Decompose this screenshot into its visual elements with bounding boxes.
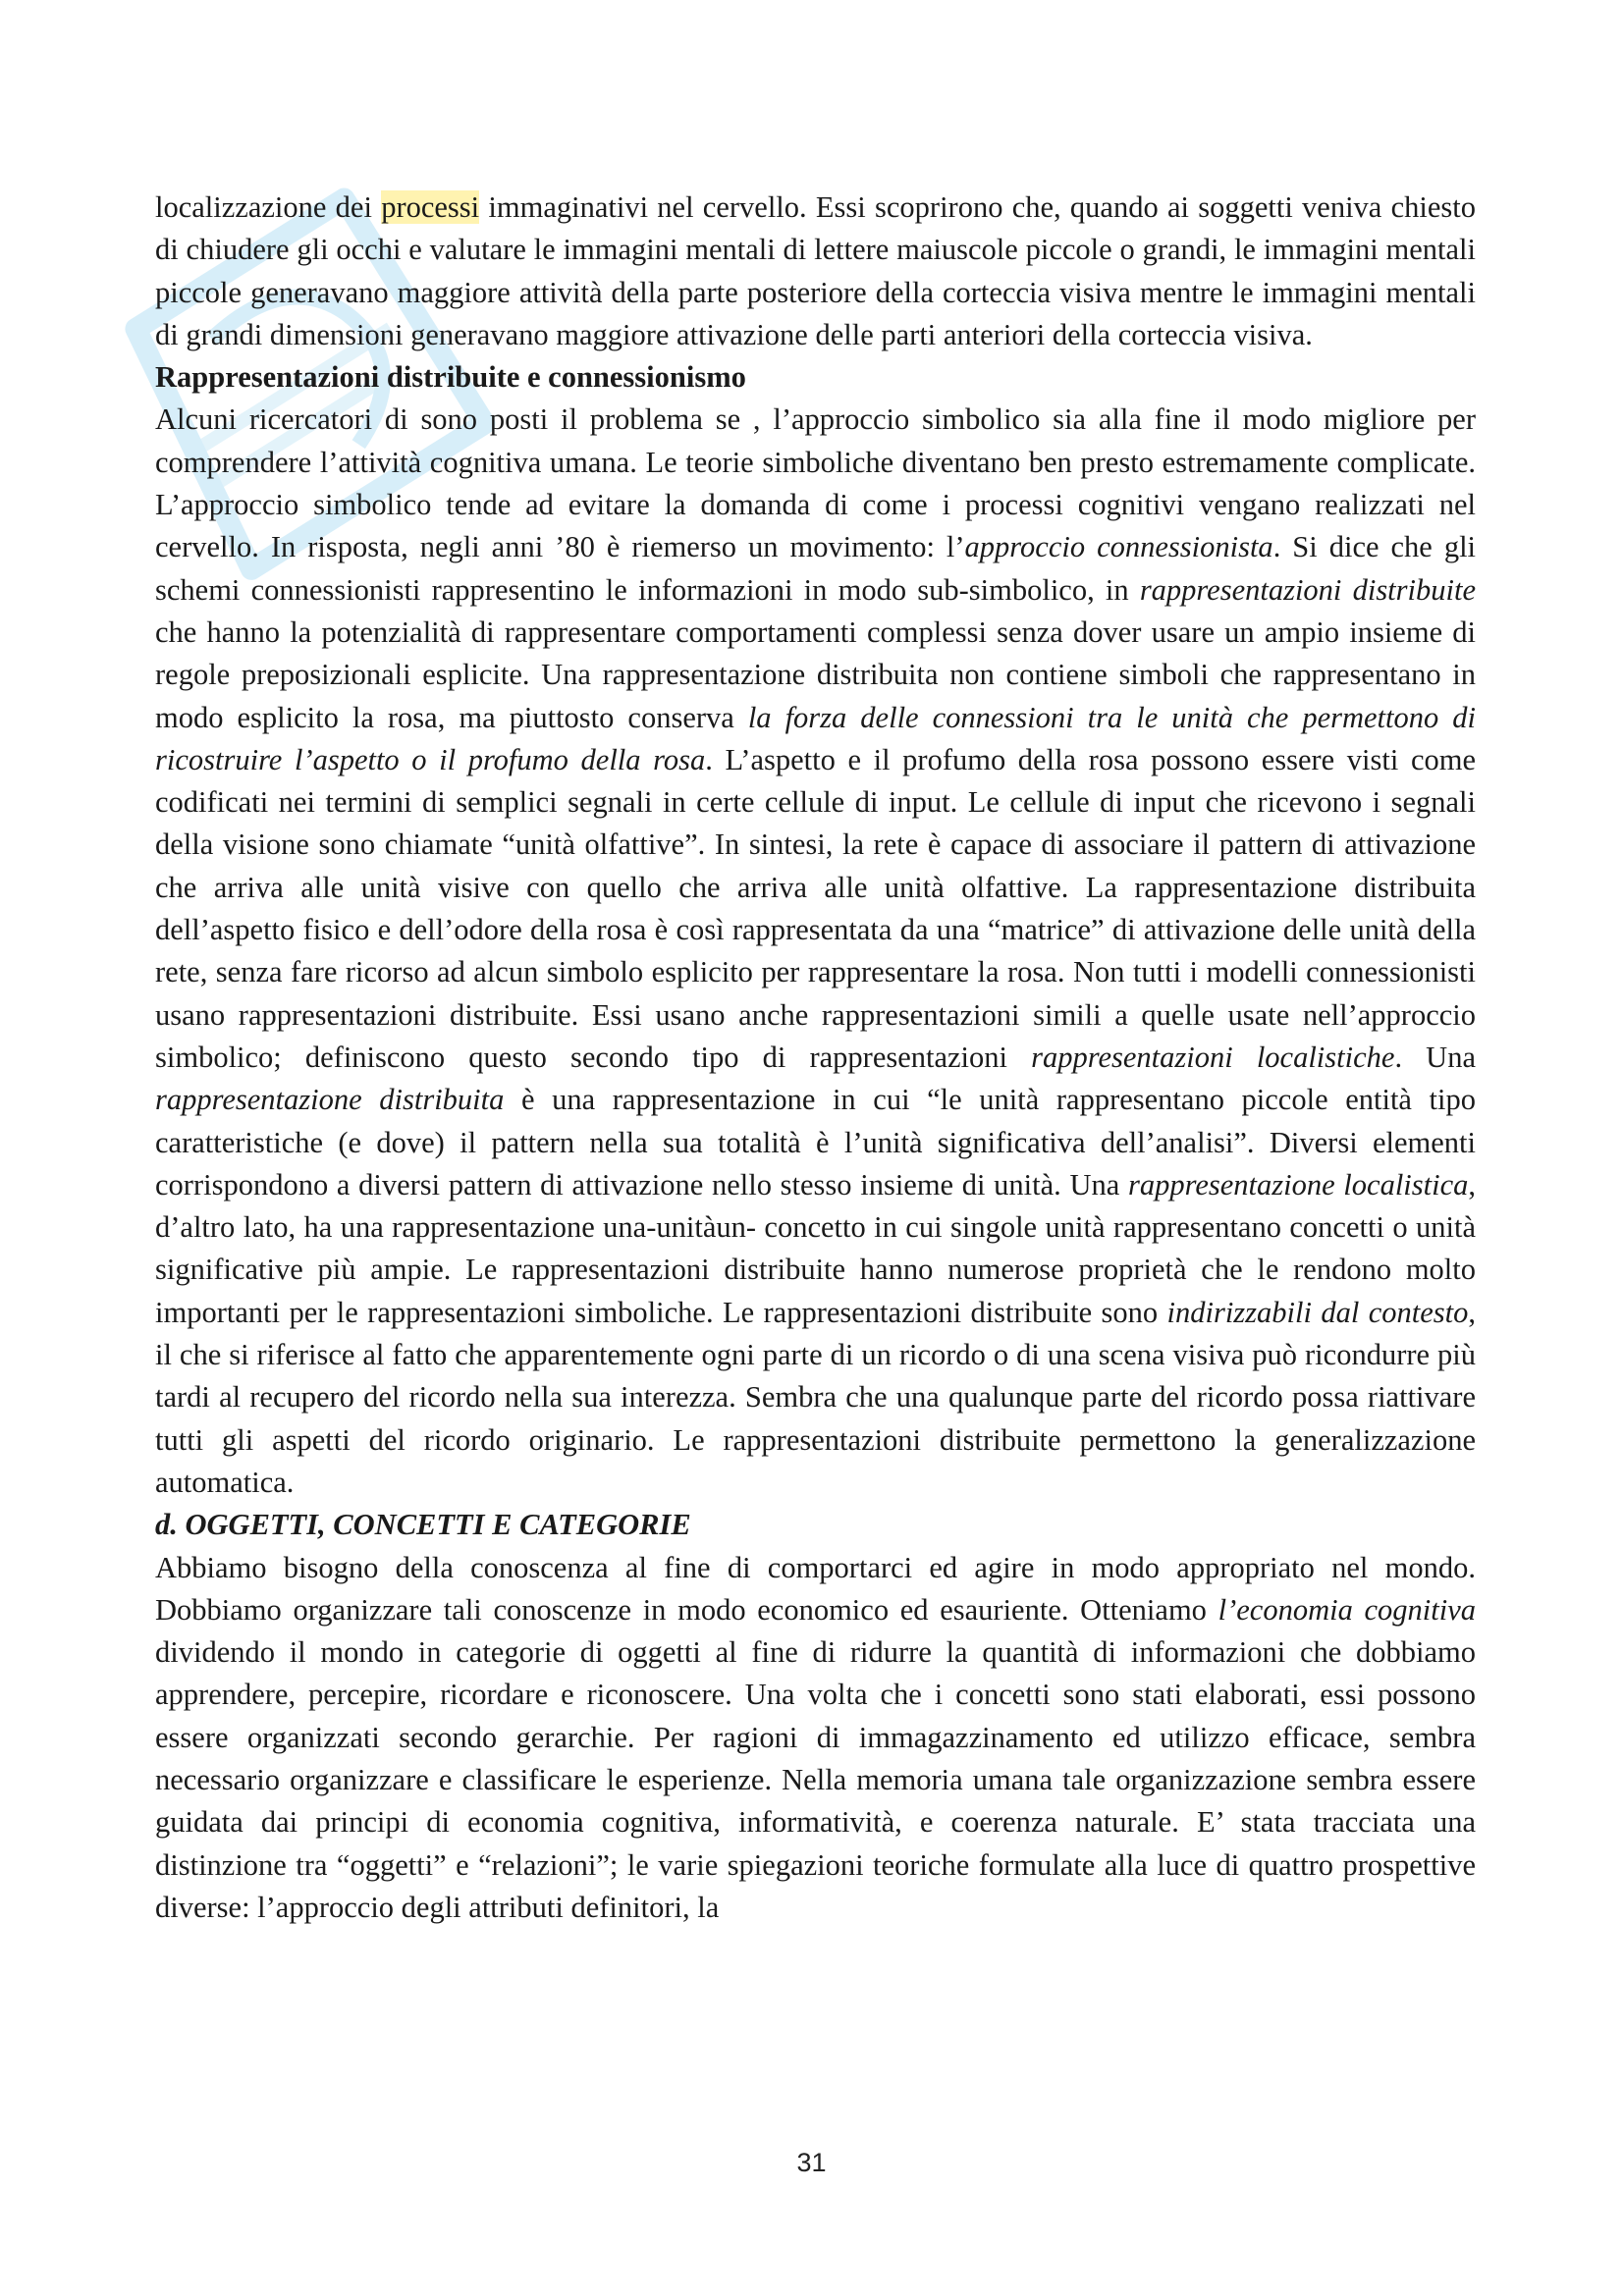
italic-term: rappresentazioni distribuite <box>1139 572 1476 607</box>
italic-term: rappresentazione distribuita <box>155 1083 505 1117</box>
text-run: è una rappresentazione in cui “le unità rappresentano piccole entità tipo caratteristiche (e dove) il pattern nella sua totalità è l’unità significativa dell’analisi”. Diversi elementi corrispondono a diversi pattern di attivazione nello stesso insieme di unità. Una <box>155 1083 1477 1201</box>
text-run: , il che si riferisce al fatto che apparentemente ogni parte di un ricordo o di una scena visiva può ricondurre più tardi al recupero del ricordo nella sua interezza. Sembra che una qualunque parte del ricordo possa riattivare tutti gli aspetti del ricordo originario. Le rappresentazioni distribuite permettono la generalizzazione automatica. <box>155 1295 1476 1499</box>
italic-term: la forza delle connessioni tra le unità che permettono di ricostruire l’aspetto o il profumo della rosa <box>155 700 1476 776</box>
italic-term: rappresentazione localistica <box>1127 1167 1469 1201</box>
text-run: . L’aspetto e il profumo della rosa possono essere visti come codificati nei termini di semplici segnali in certe cellule di input. Le cellule di input che ricevono i segnali della visione sono chiamate “unità olfattive”. In sintesi, la rete è capace di associare il pattern di attivazione che arriva alle unità visive con quello che arriva alle unità olfattive. La rappresentazione distribuita dell’aspetto fisico e dell’odore della rosa è così rappresentata da una “matrice” di attivazione delle unità della rete, senza fare ricorso ad alcun simbolo esplicito per rappresentare la rosa. Non tutti i modelli connessionisti usano rappresentazioni distribuite. Essi usano anche rappresentazioni simili a quelle usate nell’approccio simbolico; definiscono questo secondo tipo di rappresentazioni <box>155 742 1477 1074</box>
text-run: Alcuni ricercatori di sono posti il problema se , l’approccio simbolico sia alla fine il modo migliore per comprendere l’attività cognitiva umana. Le teorie simboliche diventano ben presto estremamente complicate. L’approccio simbolico tende ad evitare la domanda di come i processi cognitivi vengano realizzati nel cervello. In risposta, negli anni ’80 è riemerso un movimento: l’ <box>155 402 1476 564</box>
paragraph-connectionism <box>155 399 1476 1504</box>
italic-term: approccio connessionista <box>964 530 1273 564</box>
section-heading-objects-concepts-categories: d. OGGETTI, CONCETTI E CATEGORIE <box>155 1508 691 1542</box>
text-run: . Una <box>1394 1040 1476 1074</box>
text-run: localizzazione dei <box>155 190 382 224</box>
italic-term: indirizzabili dal contesto <box>1166 1295 1469 1329</box>
section-heading-distributed-representations: Rappresentazioni distribuite e connessionismo <box>155 360 746 395</box>
text-run: Abbiamo bisogno della conoscenza al fine di comportarci ed agire in modo appropriato nel mondo. Dobbiamo organizzare tali conoscenze in modo economico ed esauriente. Otteniamo <box>155 1550 1476 1627</box>
text-run: , d’altro lato, ha una rappresentazione una-unitàun- concetto in cui singole unità rappresentano concetti o unità significative più ampie. Le rappresentazioni distribuite hanno numerose proprietà che le rendono molto importanti per le rappresentazioni simboliche. Le rappresentazioni distribuite sono <box>155 1167 1476 1329</box>
italic-term: rappresentazioni localistiche <box>1031 1040 1395 1074</box>
paragraph-imagery <box>155 187 1476 356</box>
italic-term: l’economia cognitiva <box>1217 1592 1476 1627</box>
page-number: 31 <box>796 2148 827 2177</box>
text-run: . Si dice che gli schemi connessionisti rappresentino le informazioni in modo sub-simbolico, in <box>155 530 1477 607</box>
text-run: che hanno la potenzialità di rappresentare comportamenti complessi senza dover usare un ampio insieme di regole preposizionali esplicite. Una rappresentazione distribuita non contiene simboli che rappresentano in modo esplicito la rosa, ma piuttosto conserva <box>155 614 1476 734</box>
text-run: dividendo il mondo in categorie di oggetti al fine di ridurre la quantità di informazioni che dobbiamo apprendere, percepire, ricordare e riconoscere. Una volta che i concetti sono stati elaborati, essi possono essere organizzati secondo gerarchie. Per ragioni di immagazzinamento ed utilizzo efficace, sembra necessario organizzare e classificare le esperienze. Nella memoria umana tale organizzazione sembra essere guidata dai principi di economia cognitiva, informatività, e coerenza naturale. E’ stata tracciata una distinzione tra “oggetti” e “relazioni”; le varie spiegazioni teoriche formulate alla luce di quattro prospettive diverse: l’approccio degli attributi definitori, la <box>155 1635 1476 1924</box>
document-page <box>155 187 1476 1929</box>
highlighted-word: processi <box>381 190 480 224</box>
paragraph-categories <box>155 1547 1476 1930</box>
text-run: immaginativi nel cervello. Essi scoprirono che, quando ai soggetti veniva chiesto di chiudere gli occhi e valutare le immagini mentali di lettere maiuscole piccole o grandi, le immagini mentali piccole generavano maggiore attività della parte posteriore della corteccia visiva mentre le immagini mentali di grandi dimensioni generavano maggiore attivazione delle parti anteriori della corteccia visiva. <box>155 190 1476 351</box>
